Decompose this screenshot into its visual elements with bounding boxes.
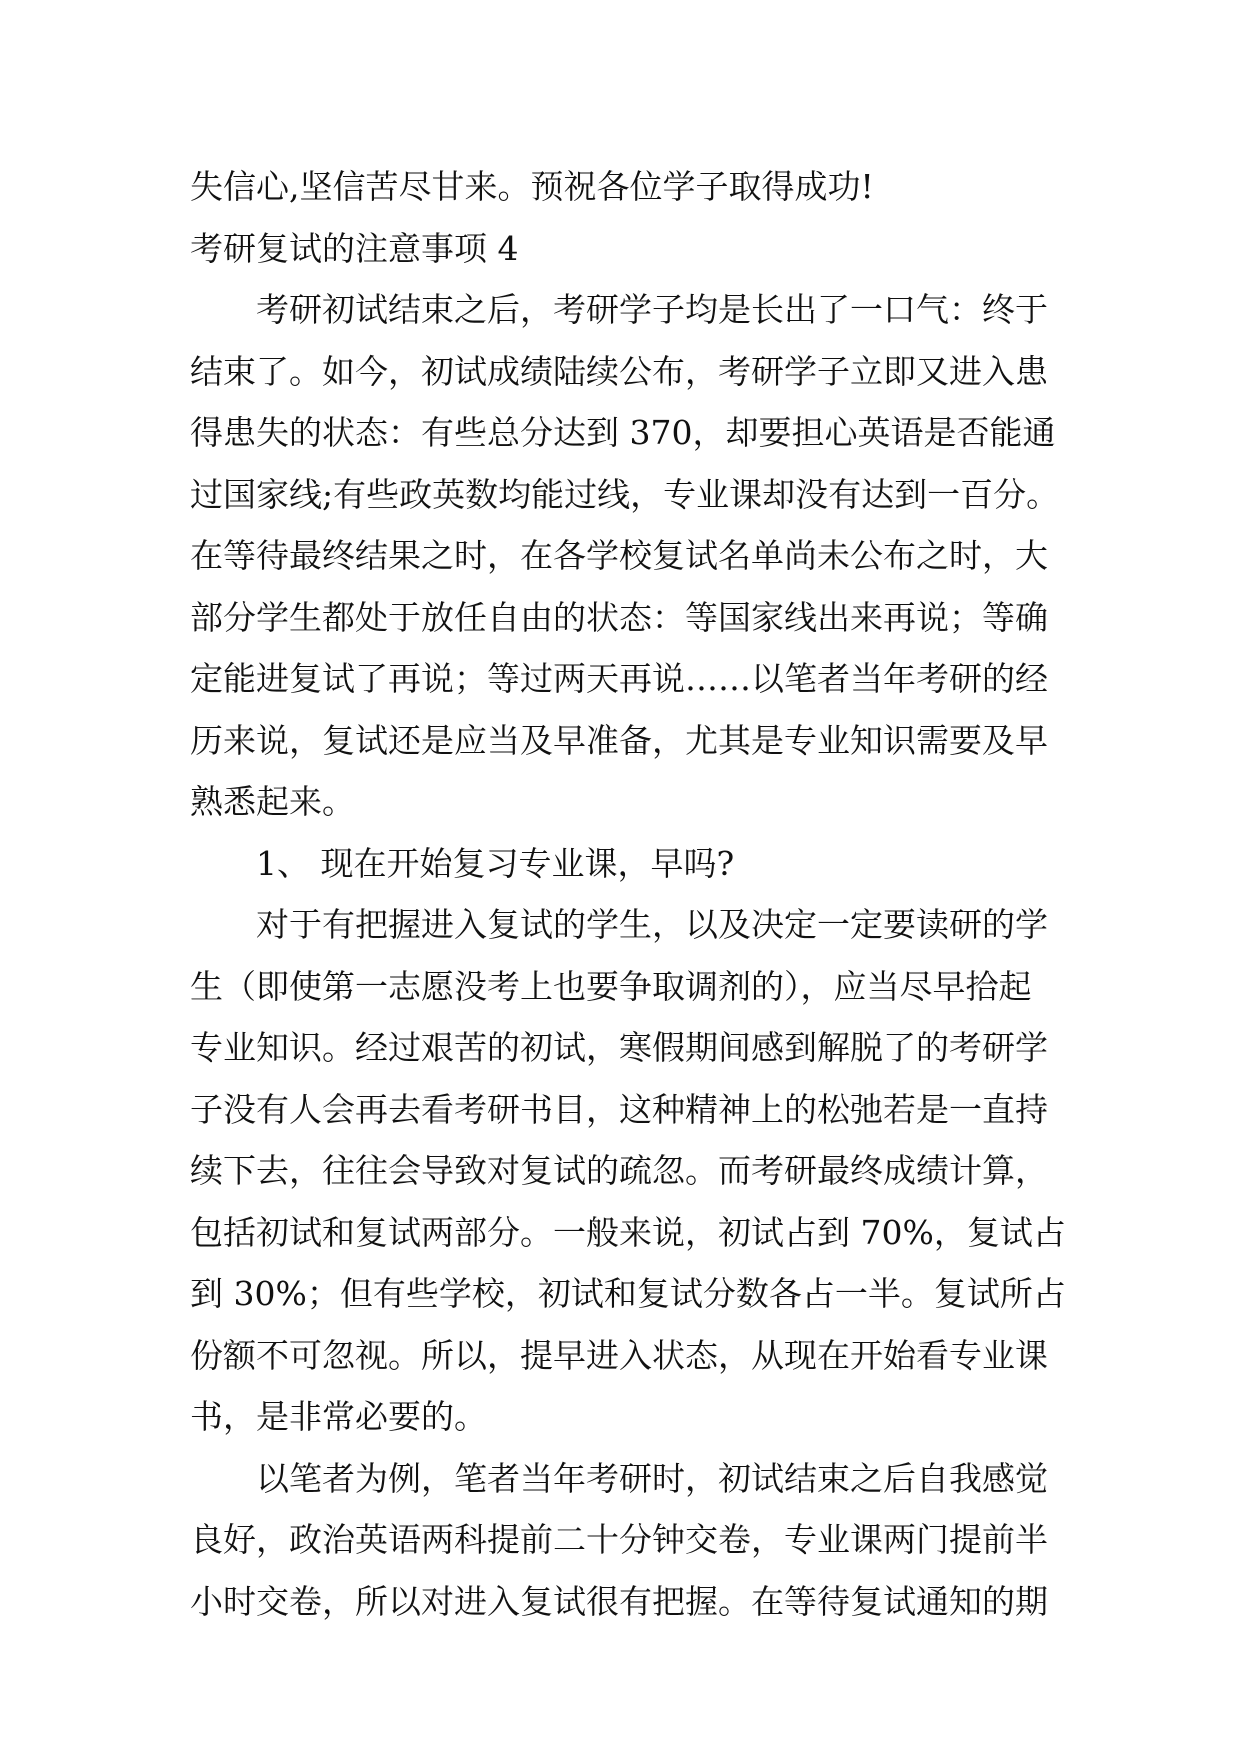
text-line: 良好，政治英语两科提前二十分钟交卷，专业课两门提前半 — [190, 1520, 1048, 1559]
text-line: 失信心,坚信苦尽甘来。预祝各位学子取得成功! — [190, 167, 874, 206]
document-body — [190, 156, 1065, 1632]
text-line: 份额不可忽视。所以，提早进入状态，从现在开始看专业课 — [190, 1335, 1048, 1375]
text-line: 历来说，复试还是应当及早准备，尤其是专业知识需要及早 — [190, 720, 1048, 760]
text-line: 包括初试和复试两部分。一般来说，初试占到 70%，复试占 — [190, 1212, 1066, 1252]
text-line: 子没有人会再去看考研书目，这种精神上的松弛若是一直持 — [190, 1089, 1048, 1129]
numbered-heading: 1、 现在开始复习专业课，早吗? — [256, 843, 735, 883]
text-line: 部分学生都处于放任自由的状态：等国家线出来再说；等确 — [190, 597, 1048, 637]
text-line: 在等待最终结果之时，在各学校复试名单尚未公布之时，大 — [190, 536, 1048, 575]
text-line: 到 30%；但有些学校，初试和复试分数各占一半。复试所占 — [190, 1274, 1066, 1313]
text-line: 熟悉起来。 — [190, 782, 355, 821]
text-line: 小时交卷，所以对进入复试很有把握。在等待复试通知的期 — [190, 1581, 1048, 1621]
text-line: 生（即使第一志愿没考上也要争取调剂的），应当尽早拾起 — [190, 966, 1032, 1006]
text-line: 续下去，往往会导致对复试的疏忽。而考研最终成绩计算， — [190, 1151, 1048, 1190]
text-line: 结束了。如今，初试成绩陆续公布，考研学子立即又进入患 — [190, 351, 1048, 391]
text-line: 专业知识。经过艰苦的初试，寒假期间感到解脱了的考研学 — [190, 1028, 1048, 1067]
text-line: 考研初试结束之后，考研学子均是长出了一口气：终于 — [256, 290, 1048, 329]
text-line: 以笔者为例，笔者当年考研时，初试结束之后自我感觉 — [256, 1458, 1048, 1498]
section-heading: 考研复试的注意事项 4 — [190, 228, 519, 268]
text-line: 书，是非常必要的。 — [190, 1397, 487, 1436]
text-line: 得患失的状态：有些总分达到 370，却要担心英语是否能通 — [190, 413, 1056, 452]
text-line: 过国家线;有些政英数均能过线，专业课却没有达到一百分。 — [190, 474, 1060, 514]
text-line: 定能进复试了再说；等过两天再说……以笔者当年考研的经 — [190, 659, 1048, 698]
text-line: 对于有把握进入复试的学生，以及决定一定要读研的学 — [256, 905, 1048, 944]
